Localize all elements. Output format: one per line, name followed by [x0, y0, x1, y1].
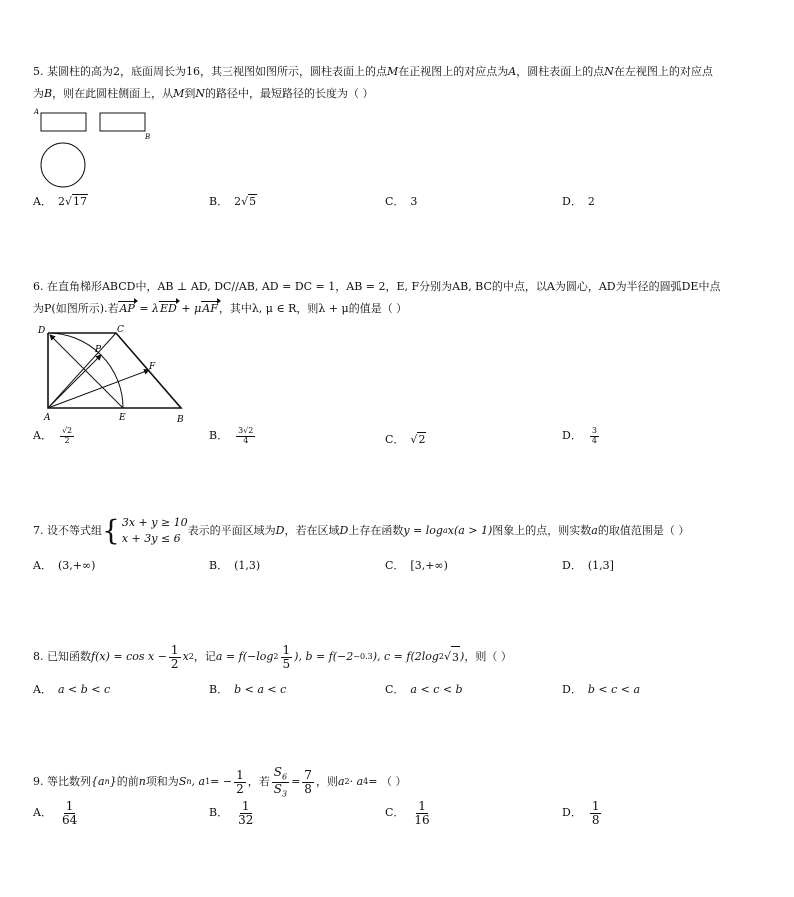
- q5-option-c[interactable]: C． 3: [385, 195, 418, 208]
- q6-stem-line1: 6. 在直角梯形ABCD中，AB ⊥ AD, DC//AB, AD = DC = 1，AB = 2，E, F分别为AB, BC的中点，以A为圆心，AD为半径的圆弧DE中点: [33, 280, 721, 293]
- q5-fig-label-B: B: [145, 133, 151, 141]
- q7-inequality-system: { 3x + y ≥ 10 x + 3y ≤ 6: [102, 514, 188, 547]
- q8-option-b[interactable]: B． b < a < c: [209, 683, 287, 696]
- q8-stem: 8. 已知函数 f(x) = cos x − $\frac{1}{2}$ x 2 ，记 a = f (−log 2 $\frac{1}{5}$ ), b = f(−2 −0.3 ), c = f(2log 2 √ 3 ) ，则（ ）: [33, 643, 512, 671]
- q7-option-a[interactable]: A． (3,+∞): [33, 559, 96, 572]
- q5-option-b[interactable]: B． 2√5: [209, 195, 257, 208]
- q6-fig-label-E: E: [119, 413, 126, 423]
- q9-option-c[interactable]: C． $\frac{1}{16}$: [385, 799, 430, 827]
- q5-stem-line1: 5. 某圆柱的高为2，底面周长为16，其三视图如图所示，圆柱表面上的点M在正视图上的对应点为A，圆柱表面上的点N在左视图上的对应点: [33, 65, 713, 78]
- q6-vector-ap: [48, 355, 101, 408]
- q6-fig-label-A: A: [44, 413, 51, 423]
- question-8: [33, 644, 773, 670]
- q5-option-a[interactable]: A． 2√17: [33, 195, 87, 208]
- q6-option-a[interactable]: A． $\frac{√2}{2}$: [33, 426, 73, 445]
- q8-option-c[interactable]: C． a < c < b: [385, 683, 463, 696]
- q6-trapezoid-figure: [33, 322, 193, 426]
- q5-stem-line2: 为B，则在此圆柱侧面上，从M到N的路径中，最短路径的长度为（ ）: [33, 87, 374, 100]
- q5-side-view-rect: [100, 113, 145, 131]
- q6-fig-label-F: F: [149, 362, 156, 372]
- q6-trapezoid-outline: [48, 333, 181, 408]
- q9-option-a[interactable]: A． $\frac{1}{64}$: [33, 799, 78, 827]
- question-7: [33, 515, 773, 547]
- q8-option-d[interactable]: D． b < c < a: [562, 683, 641, 696]
- q6-option-b[interactable]: B． $\frac{3√2}{4}$: [209, 426, 254, 445]
- q9-option-d[interactable]: D． $\frac{1}{8}$: [562, 799, 600, 827]
- q7-option-c[interactable]: C． [3,+∞): [385, 559, 448, 572]
- q9-stem: 9. 等比数列 {a n } 的前 n 项和为 S n , a 1 = − $\frac{1}{2}$ ，若 $\frac{S_6}{S_3}$ = $\frac{7}{8}$ ，则 a 2 · a 4 = （ ）: [33, 765, 407, 799]
- q5-option-d[interactable]: D． 2: [562, 195, 595, 208]
- q6-diagonal-ac: [48, 333, 116, 408]
- q6-fig-label-D: D: [38, 326, 46, 336]
- q6-option-d[interactable]: D． $\frac{3}{4}$: [562, 426, 597, 445]
- q7-option-b[interactable]: B． (1,3): [209, 559, 261, 572]
- question-6: [33, 276, 773, 320]
- q6-vector-af: [48, 370, 149, 408]
- q6-fig-label-P: P: [95, 345, 102, 355]
- q6-fig-label-C: C: [117, 325, 124, 335]
- q7-stem: 7. 设不等式组 { 3x + y ≥ 10 x + 3y ≤ 6 表示的平面区域为 D ，若在区域 D 上存在函数 y = log a x (a > 1) 图象上的点，则实数 a 的取值范围是（ ）: [33, 514, 690, 547]
- q6-vector-ed: [50, 335, 123, 408]
- q5-front-view-rect: [41, 113, 86, 131]
- q8-option-a[interactable]: A． a < b < c: [33, 683, 111, 696]
- question-5: [33, 61, 773, 105]
- question-9: [33, 766, 773, 799]
- q5-fig-label-A: A: [34, 108, 40, 116]
- q9-option-b[interactable]: B． $\frac{1}{32}$: [209, 799, 254, 827]
- q5-three-view-figure: [33, 106, 163, 190]
- q5-top-view-circle: [41, 143, 85, 187]
- q6-fig-label-B: B: [177, 415, 184, 425]
- q6-stem-line2: 为P(如图所示).若AP = λED + μAF，其中λ, μ ∈ R，则λ + μ的值是（ ）: [33, 302, 408, 315]
- q7-option-d[interactable]: D． (1,3]: [562, 559, 614, 572]
- q6-option-c[interactable]: C． √2: [385, 433, 426, 446]
